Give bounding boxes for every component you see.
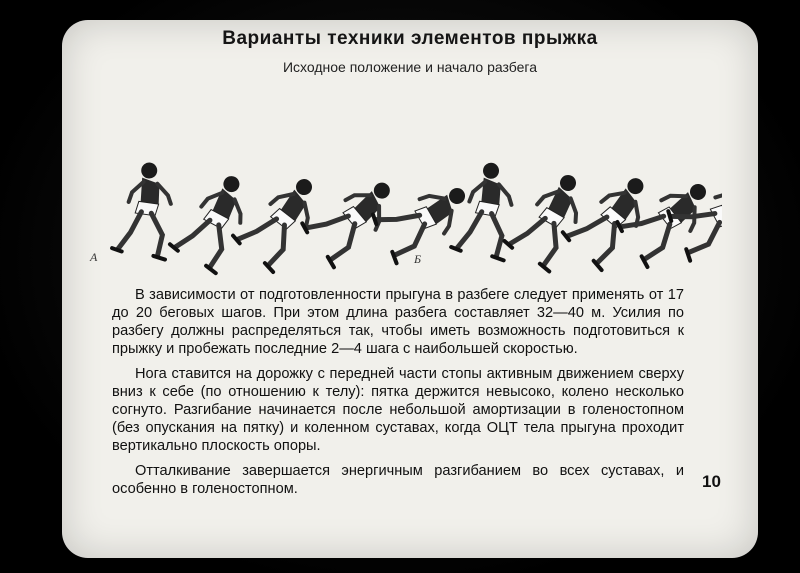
body-text [112,286,684,505]
runner-figure-b2 [502,163,596,271]
runner-figure-b5 [665,169,722,261]
paragraph-3: Отталкивание завершается энергичным разгибанием во всех суставах, и особенно в голеностопном. [112,463,684,497]
page-title: Варианты техники элементов прыжка [222,28,598,49]
paragraph-1: В зависимости от подготовленности прыгуна в разбеге следует применять от 17 до 20 беговых шагов. При этом длина разбега составляет 32—40 м. Усилия по разбегу должны распределяться так, чтобы иметь возможность подготовиться к прыжку и пробежать последние 2—4 шага с наибольшей скоростью. [112,287,684,357]
page-number: 10 [702,472,721,491]
figure-label-b: Б [414,252,422,266]
figure-label-a: А [90,250,98,264]
filmstrip-slide [62,20,758,558]
runner-figure-a2 [168,165,260,273]
runner-figure-a4 [299,166,406,268]
runner-figure-a3 [231,165,331,272]
runner-sequence-illustration [102,142,722,292]
page-subtitle: Исходное положение и начало разбега [282,59,538,75]
paragraph-2: Нога ставится на дорожку с передней части стопы активным движением сверху вниз к себе (по отношению к телу): пятка держится невысоко, колено несколько согнуто. Разгибание начинается после небольшой амортизации в голеностопном (без опускания на пятку) и коленном суставах, когда ОЦТ тела прыгуна проходит вертикально плоскость опоры. [112,366,684,454]
